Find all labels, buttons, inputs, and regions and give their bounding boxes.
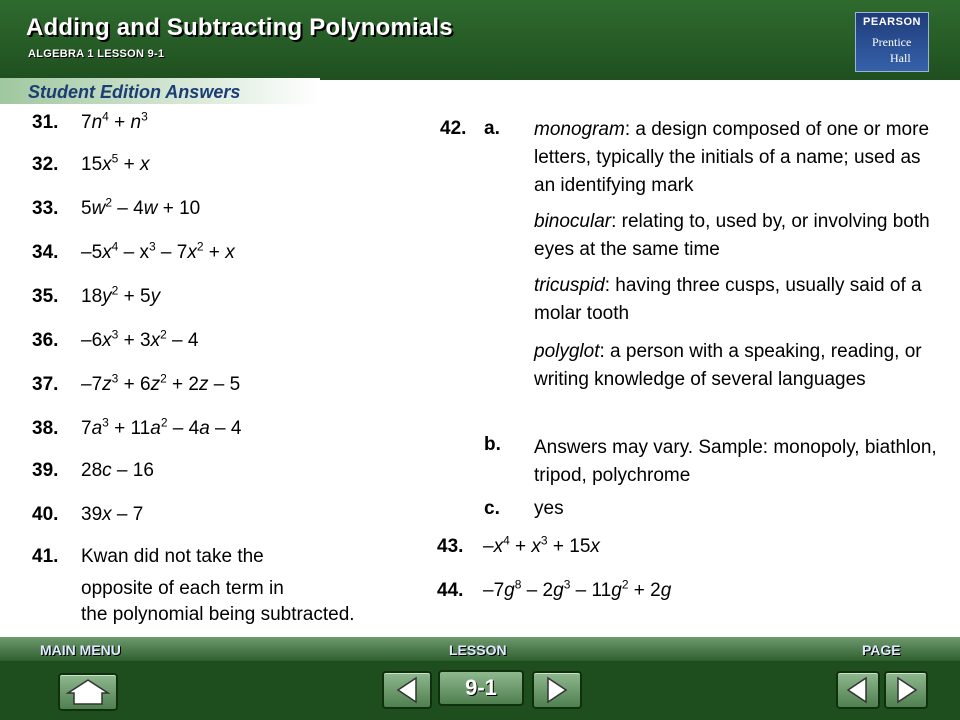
answer-number: 38. xyxy=(32,418,59,439)
definition-item: binocular: relating to, used by, or involving both eyes at the same time xyxy=(534,211,930,260)
lesson-number: 9-1 xyxy=(465,675,497,700)
answer-number: 44. xyxy=(437,580,464,601)
answer-expression: 28c – 16 xyxy=(81,460,154,481)
prev-page-icon xyxy=(838,673,878,707)
answer-expression: $-x^4 + x^3 + 15x$ xyxy=(483,533,600,557)
answer-expression: $5w^2 - 4w + 10$ xyxy=(81,195,201,219)
answer-number: 40. xyxy=(32,504,59,525)
answer-number: 33. xyxy=(32,198,59,219)
answer-expression: $7n^4 + n^3$ xyxy=(81,109,148,133)
answer-expression: 39x – 7 xyxy=(81,504,144,525)
answer-42-number: 42. xyxy=(440,118,467,139)
definition-item: tricuspid: having three cusps, usually said of a molar tooth xyxy=(534,275,922,324)
publisher-logo xyxy=(855,12,929,72)
answer-41-cont-2: the polynomial being subtracted. xyxy=(81,604,355,625)
answer-42-b-label: b. xyxy=(484,434,501,455)
answer-number: 31. xyxy=(32,112,59,133)
answer-expression: $-7z^3 + 6z^2 + 2z - 5$ xyxy=(81,371,241,395)
prev-page-button[interactable] xyxy=(836,671,880,709)
section-banner-label: Student Edition Answers xyxy=(28,82,241,102)
logo-text-2: Hall xyxy=(890,51,911,65)
prev-lesson-button[interactable] xyxy=(382,671,432,709)
answer-41-cont-1: opposite of each term in xyxy=(81,578,284,599)
answer-expression: $18y^2 + 5y$ xyxy=(81,283,161,307)
logo-text-1: Prentice xyxy=(872,35,912,49)
answer-42-c-label: c. xyxy=(484,498,500,519)
answer-number: 39. xyxy=(32,460,59,481)
next-page-icon xyxy=(886,673,926,707)
answer-number: 35. xyxy=(32,286,59,307)
lesson-subtitle: ALGEBRA 1 LESSON 9-1 xyxy=(28,48,165,60)
answer-number: 34. xyxy=(32,242,59,263)
answer-expression: $-5x^4 - x^3 - 7x^2 + x$ xyxy=(81,239,235,263)
main-menu-label: MAIN MENU xyxy=(40,642,121,658)
prev-lesson-icon xyxy=(384,673,430,707)
answer-expression: $-6x^3 + 3x^2 - 4$ xyxy=(81,327,199,351)
next-lesson-button[interactable] xyxy=(532,671,582,709)
page-label: PAGE xyxy=(862,642,901,658)
answer-number: 32. xyxy=(32,154,59,175)
main-menu-button[interactable] xyxy=(58,673,118,711)
answer-number: 41. xyxy=(32,546,59,567)
answer-expression: $15x^5 + x$ xyxy=(81,151,150,175)
answer-number: 36. xyxy=(32,330,59,351)
page-title: Adding and Subtracting Polynomials xyxy=(26,14,453,41)
next-page-button[interactable] xyxy=(884,671,928,709)
answer-expression: Kwan did not take the xyxy=(81,546,264,567)
answer-42-c-text: yes xyxy=(534,498,564,519)
home-icon xyxy=(60,675,116,709)
answer-expression: $-7g^8 - 2g^3 - 11g^2 + 2g$ xyxy=(483,577,672,601)
answer-number: 37. xyxy=(32,374,59,395)
definition-item: polyglot: a person with a speaking, reading, or writing knowledge of several languages xyxy=(534,341,922,390)
next-lesson-icon xyxy=(534,673,580,707)
answer-42-a-label: a. xyxy=(484,118,500,139)
answer-number: 43. xyxy=(437,536,464,557)
answer-expression: $7a^3 + 11a^2 - 4a - 4$ xyxy=(81,415,242,439)
lesson-label: LESSON xyxy=(449,642,507,658)
logo-text-top: PEARSON xyxy=(863,16,921,28)
definition-item: monogram: a design composed of one or more letters, typically the initials of a name; used as an identifying mark xyxy=(534,119,930,196)
answer-42-b-text: Answers may vary. Sample: monopoly, biathlon, tripod, polychrome xyxy=(534,437,937,486)
